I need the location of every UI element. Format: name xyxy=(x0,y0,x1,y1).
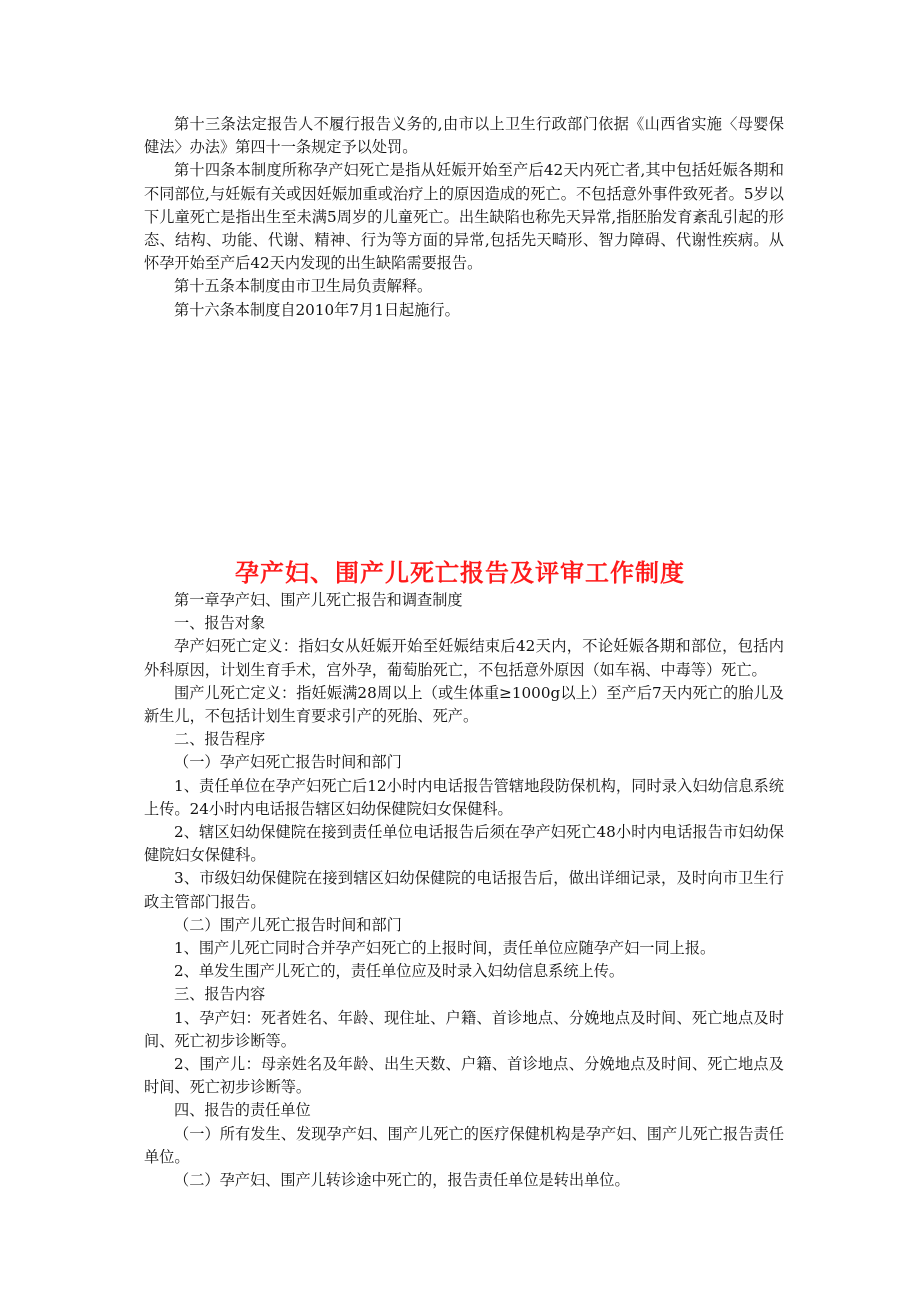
paragraph: 1、孕产妇：死者姓名、年龄、现住址、户籍、首诊地点、分娩地点及时间、死亡地点及时间、死亡初步诊断等。 xyxy=(144,1008,784,1050)
main-section xyxy=(144,589,784,1192)
paragraph: 围产儿死亡定义：指妊娠满28周以上（或生体重≥1000g以上）至产后7天内死亡的胎儿及新生儿，不包括计划生育要求引产的死胎、死产。 xyxy=(144,683,784,726)
paragraph-article-14: 第十四条本制度所称孕产妇死亡是指从妊娠开始至产后42天内死亡者,其中包括妊娠各期和不同部位,与妊娠有关或因妊娠加重或治疗上的原因造成的死亡。不包括意外事件致死者。5岁以下儿童死亡是指出生至未满5周岁的儿童死亡。出生缺陷也称先天异常,指胚胎发育紊乱引起的形态、结构、功能、代谢、精神、行为等方面的异常,包括先天畸形、智力障碍、代谢性疾病。从怀孕开始至产后42天内发现的出生缺陷需要报告。 xyxy=(144,161,784,273)
subsection-heading: （二）围产儿死亡报告时间和部门 xyxy=(174,915,402,934)
section-heading: 四、报告的责任单位 xyxy=(174,1101,311,1120)
top-section xyxy=(144,113,784,322)
paragraph: 孕产妇死亡定义：指妇女从妊娠开始至妊娠结束后42天内，不论妊娠各期和部位，包括内外科原因，计划生育手术，宫外孕，葡萄胎死亡，不包括意外原因（如车祸、中毒等）死亡。 xyxy=(144,637,784,679)
paragraph: 2、围产儿：母亲姓名及年龄、出生天数、户籍、首诊地点、分娩地点及时间、死亡地点及时间、死亡初步诊断等。 xyxy=(144,1055,784,1097)
paragraph: （二）孕产妇、围产儿转诊途中死亡的，报告责任单位是转出单位。 xyxy=(174,1171,630,1190)
document-title: 孕产妇、围产儿死亡报告及评审工作制度 xyxy=(235,559,685,587)
section-heading: 二、报告程序 xyxy=(174,730,266,749)
paragraph-article-13: 第十三条法定报告人不履行报告义务的,由市以上卫生行政部门依据《山西省实施〈母婴保健法〉办法》第四十一条规定予以处罚。 xyxy=(144,115,784,157)
paragraph-article-15: 第十五条本制度由市卫生局负责解释。 xyxy=(174,277,433,296)
section-heading: 三、报告内容 xyxy=(174,985,266,1004)
chapter-heading: 第一章孕产妇、围产儿死亡报告和调查制度 xyxy=(174,591,463,609)
paragraph-article-16: 第十六条本制度自2010年7月1日起施行。 xyxy=(174,300,460,319)
paragraph: （一）所有发生、发现孕产妇、围产儿死亡的医疗保健机构是孕产妇、围产儿死亡报告责任单位。 xyxy=(144,1124,784,1166)
paragraph: 3、市级妇幼保健院在接到辖区妇幼保健院的电话报告后，做出详细记录，及时向市卫生行政主管部门报告。 xyxy=(144,869,784,911)
subsection-heading: （一）孕产妇死亡报告时间和部门 xyxy=(174,753,402,772)
paragraph: 2、单发生围产儿死亡的，责任单位应及时录入妇幼信息系统上传。 xyxy=(174,962,625,981)
section-heading: 一、报告对象 xyxy=(174,614,266,633)
paragraph: 2、辖区妇幼保健院在接到责任单位电话报告后须在孕产妇死亡48小时内电话报告市妇幼保健院妇女保健科。 xyxy=(144,823,784,865)
paragraph: 1、围产儿死亡同时合并孕产妇死亡的上报时间，责任单位应随孕产妇一同上报。 xyxy=(174,939,716,958)
paragraph: 1、责任单位在孕产妇死亡后12小时内电话报告管辖地段防保机构，同时录入妇幼信息系统上传。24小时内电话报告辖区妇幼保健院妇女保健科。 xyxy=(144,776,784,818)
